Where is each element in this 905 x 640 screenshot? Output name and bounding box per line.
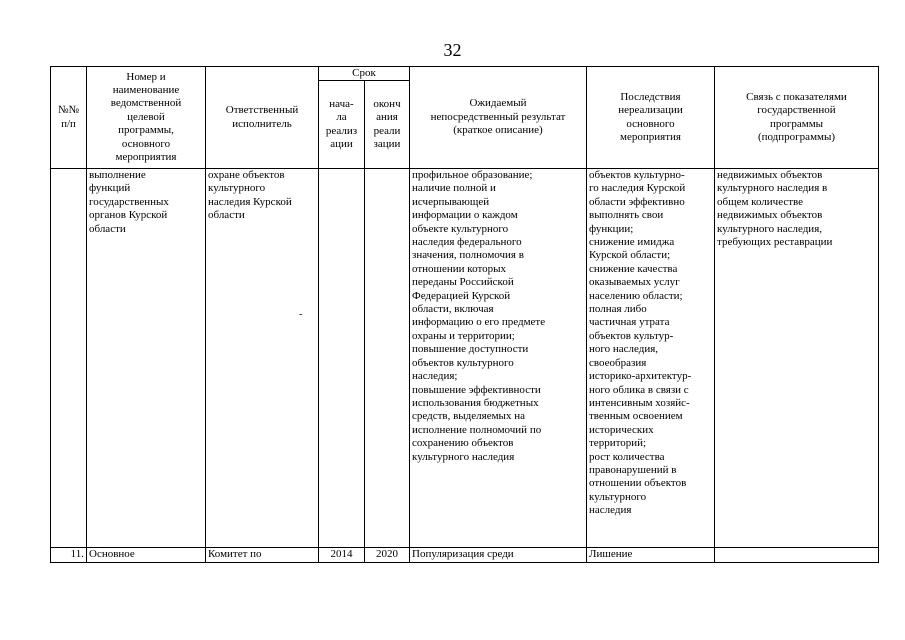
cell-link [715, 548, 879, 563]
table-header [51, 67, 879, 169]
cell-result: Популяризация среди [410, 548, 587, 563]
cell-start: 2014 [319, 548, 365, 563]
cell-program: Основное [87, 548, 206, 563]
stray-dash-mark: - [299, 309, 303, 320]
cell-end [365, 169, 410, 548]
header-consequences: Последствия нереализации основного мероприятия [587, 67, 715, 169]
header-program: Номер и наименование ведомственной целевой программы, основного мероприятия [87, 67, 206, 169]
header-term: Срок [319, 67, 410, 81]
header-start: нача- ла реализ ации [319, 81, 365, 169]
page-number: 32 [443, 40, 462, 60]
cell-responsible: охране объектов культурного наследия Курской области [206, 169, 319, 548]
header-responsible: Ответственный исполнитель [206, 67, 319, 169]
cell-consequences: Лишение [587, 548, 715, 563]
header-result: Ожидаемый непосредственный результат (краткое описание) [410, 67, 587, 169]
cell-num: 11. [51, 548, 87, 563]
cell-link: недвижимых объектов культурного наследия в общем количестве недвижимых объектов культурного наследия, требующих реставрации [715, 169, 879, 548]
header-end: оконч ания реали зации [365, 81, 410, 169]
header-link: Связь с показателями государственной программы (подпрограммы) [715, 67, 879, 169]
cell-responsible: Комитет по [206, 548, 319, 563]
measures-table [50, 66, 879, 563]
header-num: №№ п/п [51, 67, 87, 169]
cell-end: 2020 [365, 548, 410, 563]
table-row-continued [51, 169, 879, 548]
cell-program: выполнение функций государственных органов Курской области [87, 169, 206, 548]
cell-num [51, 169, 87, 548]
table-row-11 [51, 548, 879, 563]
cell-start [319, 169, 365, 548]
cell-consequences: объектов культурно- го наследия Курской области эффективно выполнять свои функции; снижение имиджа Курской области; снижение качества оказываемых услуг населению области; полная либо частичная утрата объектов культур- ного наследия, своеобразия историко-архитектур- ного облика в связи с интенсивным хозяйс- твенным освоением исторических территорий; рост количества правонарушений в отношении объектов культурного наследия [587, 169, 715, 548]
cell-result: профильное образование; наличие полной и исчерпывающей информации о каждом объекте культурного наследия федерального значения, полномочия в отношении которых переданы Российской Федерацией Курской области, включая информацию о его предмете охраны и территории; повышение доступности объектов культурного наследия; повышение эффективности использования бюджетных средств, выделяемых на исполнение полномочий по сохранению объектов культурного наследия [410, 169, 587, 548]
